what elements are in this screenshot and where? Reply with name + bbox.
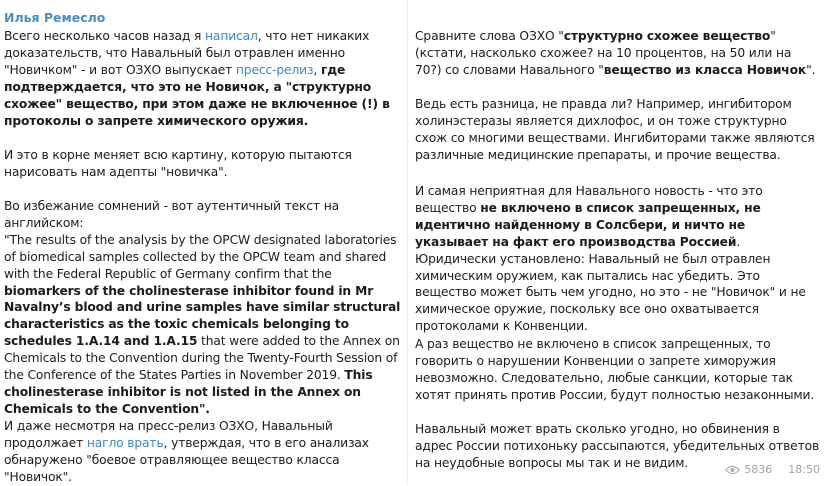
bold-text: вещество из класса Новичок [603, 62, 807, 77]
text: Сравните слова ОЗХО " [415, 29, 564, 43]
text: . Юридически установлено: Навальный не был отравлен химическим оружием, как пытались нас убедить. Это вещество может быть чем угодно, но это - не "Новичок" и не химическое оружие, поскольку все оно охватывается протоколами к Конвенции. [415, 234, 806, 334]
text: , утверждая, что в его анализах обнаружено "боевое отравляющее вещество класса "Новичок". [4, 435, 369, 484]
text: Во избежание сомнений - вот аутентичный текст на английском: [4, 199, 339, 230]
text: Всего несколько часов назад я [4, 29, 206, 43]
sender-name[interactable]: Илья Ремесло [4, 10, 106, 25]
text: , что нет никаких доказательств, что Навальный был отравлен именно "Новичком" - и вот ОЗХО выпускает [4, 29, 370, 77]
text: И самая неприятная для Навального новость - что это вещество [415, 184, 763, 215]
quote-text: "The results of the analysis by the OPCW designated laboratories of biomedical samples collected by the OPCW team and shared with the Federal Republic of Germany confirm that the [4, 232, 397, 281]
paragraph-3 [4, 198, 402, 418]
quote-bold: biomarkers of the cholinesterase inhibitor found in Mr Navalny’s blood and urine samples have similar structural characteristics as the toxic chemicals belonging to schedules 1.A.14 and 1.A.15 [4, 283, 401, 349]
column-divider [407, 0, 408, 484]
view-count: 5836 [744, 463, 773, 476]
quote-bold: This cholinesterase inhibitor is not listed in the Annex on Chemicals to the Convention". [4, 368, 373, 416]
bold-text: структурно схожее вещество [563, 29, 771, 43]
text: ". [806, 62, 816, 77]
bold-text: где подтверждается, что это не Новичок, а "структурно схожее" вещество, при этом даже не включенное (!) в протоколы о запрете химического оружия. [4, 62, 390, 128]
message-time: 18:50 [788, 463, 820, 476]
message-meta [725, 463, 820, 476]
paragraph-5 [415, 28, 820, 79]
link-napisal[interactable]: написал [205, 29, 258, 43]
paragraph-4 [4, 418, 402, 486]
text: , [313, 62, 321, 77]
paragraph-1 [4, 28, 402, 129]
paragraph-8: А раз вещество не включено в список запрещенных, то говорить о нарушении Конвенции о запрете химоружия невозможно. Следовательно, любые санкции, которые так хотят принять против России, будут полностью незаконными. [415, 337, 815, 402]
text: " (кстати, насколько схожее? на 10 процентов, на 50 или на 70?) со словами Навального " [415, 29, 792, 77]
link-naglo-vrat[interactable]: нагло врать [86, 435, 164, 450]
eye-icon [725, 465, 740, 475]
paragraph-7 [415, 183, 820, 335]
bold-text: не включено в список запрещенных, не идентично найденному в Солсбери, и ничто не указывает на факт его производства Россией [415, 200, 761, 249]
paragraph-9: Навальный может врать сколько угодно, но обвинения в адрес России потихоньку рассыпаются, убедительных ответов на неудобные вопросы мы так и не видим. [415, 422, 820, 470]
text: И даже несмотря на пресс-релиз ОЗХО, Навальный продолжает [4, 419, 333, 450]
paragraph-6: Ведь есть разница, не правда ли? Например, ингибитором холинэстеразы является дихлофос, и он тоже структурно схож со многими веществами. Ингибиторами также являются различные медицинские препараты, и прочие вещества. [415, 97, 815, 162]
quote-text: that were added to the Annex on Chemicals to the Convention during the Twenty-Fourth Session of the Conference of the States Parties in November 2019. [4, 334, 400, 383]
paragraph-2: И это в корне меняет всю картину, которую пытаются нарисовать нам адепты "новичка". [4, 148, 352, 179]
link-press-release[interactable]: пресс-релиз [235, 62, 314, 77]
